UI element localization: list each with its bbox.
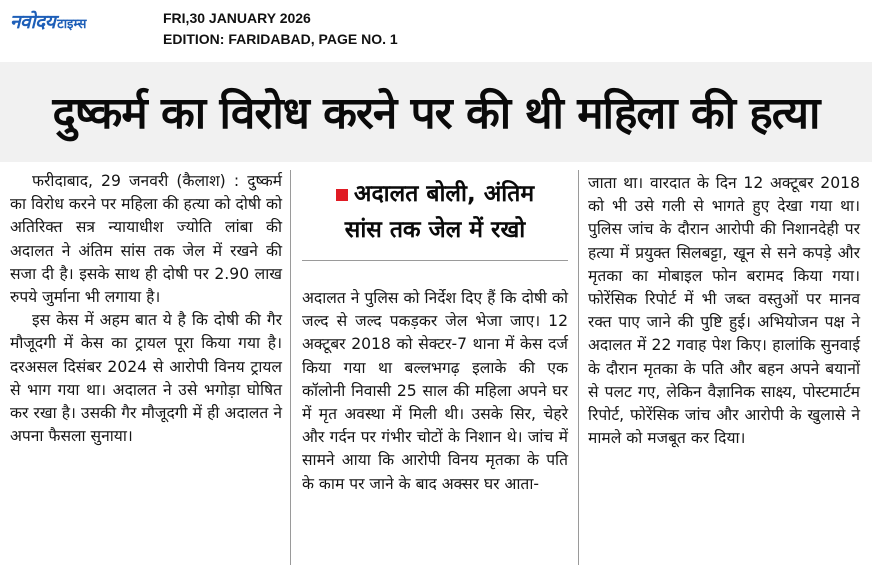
column-divider xyxy=(578,170,579,565)
subheading-line: सांस तक जेल में रखो xyxy=(344,217,526,243)
paragraph: इस केस में अहम बात ये है कि दोषी की गैर मौजूदगी में केस का ट्रायल पूरा किया गया है। दरअसल दिसंबर 2024 से आरोपी विनय ट्रायल से भाग गया था। अदालत ने उसे भगोड़ा घोषित कर रखा है। उसकी गैर मौजूदगी में ही अदालत ने अपना फैसला सुनाया। xyxy=(10,311,282,446)
logo-primary: नवोदय xyxy=(10,11,56,33)
logo-secondary: टाइम्स xyxy=(57,17,87,32)
paragraph: अदालत ने पुलिस को निर्देश दिए हैं कि दोषी को जल्द से जल्द पकड़कर जेल भेजा जाए। 12 अक्टूबर 2018 को सेक्टर-7 थाना में केस दर्ज किया गया था बल्लभगढ़ इलाके की एक कॉलोनी निवासी 25 साल की महिला अपने घर में मृत अवस्था में मिली थी। उसके सिर, चेहरे और गर्दन पर गंभीर चोटों के निशान थे। जांच में सामने आया कि आरोपी विनय मृतका के पति के काम पर जाने के बाद अक्सर घर आता- xyxy=(302,289,568,493)
publication-date: FRI,30 JANUARY 2026 xyxy=(163,10,311,26)
article-headline: दुष्कर्म का विरोध करने पर की थी महिला की हत्या xyxy=(52,88,820,139)
article-column-3 xyxy=(588,172,860,450)
article-column-2 xyxy=(302,287,568,496)
edition-info xyxy=(163,8,398,50)
article-column-1 xyxy=(10,170,282,448)
masthead xyxy=(0,0,872,60)
edition-page: EDITION: FARIDABAD, PAGE NO. 1 xyxy=(163,31,398,47)
bullet-square-icon xyxy=(336,189,348,201)
paragraph: जाता था। वारदात के दिन 12 अक्टूबर 2018 को भी उसे गली से भागते हुए देखा गया था। पुलिस जांच के दौरान आरोपी की निशानदेही पर हत्या में प्रयुक्त सिलबट्टा, खून से सने कपड़े और मृतका का मोबाइल फोन बरामद किया गया। फोरेंसिक रिपोर्ट में भी जब्त वस्तुओं पर मानव रक्त पाए जाने की पुष्टि हुई। अभियोजन पक्ष ने अदालत में 22 गवाह पेश किए। हालांकि सुनवाई के दौरान मृतका के पति और बहन अपने बयानों से पलट गए, लेकिन वैज्ञानिक साक्ष्य, पोस्टमार्टम रिपोर्ट, फोरेंसिक जांच और आरोपी के खुलासे ने मामले को मजबूत कर दिया। xyxy=(588,174,860,448)
column-divider xyxy=(290,170,291,565)
subheading-divider xyxy=(302,260,568,261)
subheading-line: अदालत बोली, अंतिम xyxy=(302,176,568,212)
paragraph: फरीदाबाद, 29 जनवरी (कैलाश) : दुष्कर्म का विरोध करने पर महिला की हत्या को दोषी को अतिरिक्त सत्र न्यायाधीश ज्योति लांबा की अदालत ने अंतिम सांस तक जेल में रखने की सजा दी है। इसके साथ ही दोषी पर 2.90 लाख रुपये जुर्माना भी लगाया है। xyxy=(10,172,282,307)
subheading-box xyxy=(302,176,568,261)
newspaper-logo xyxy=(10,8,140,34)
